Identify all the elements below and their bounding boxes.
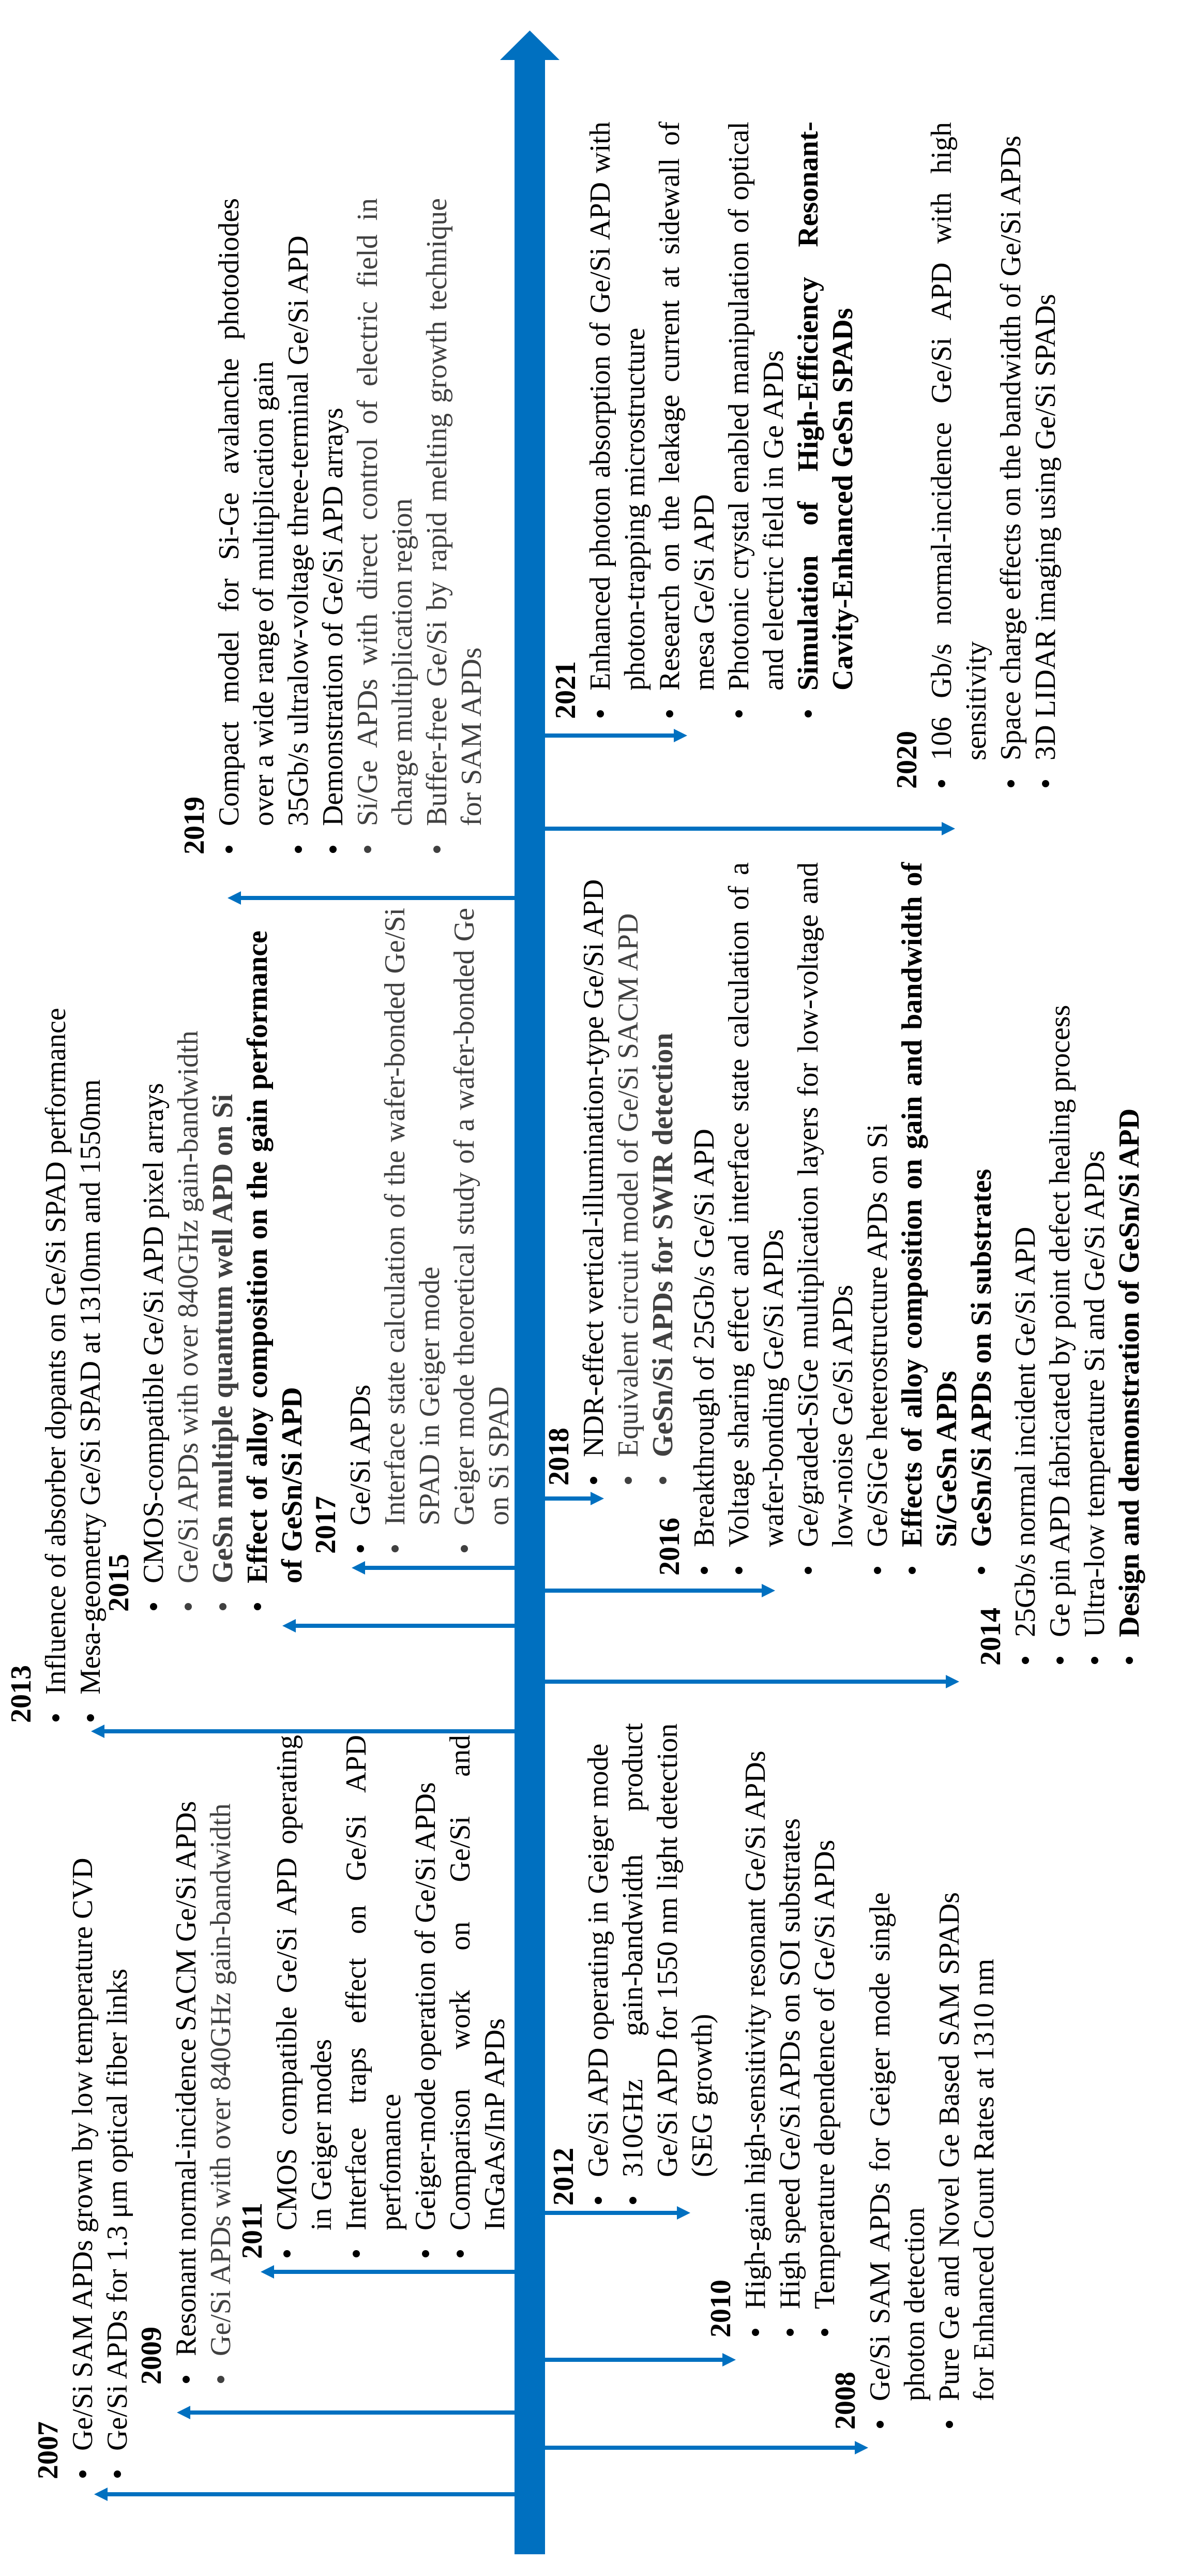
- item-text: NDR-effect vertical-illumination-type Ge/Si APD: [578, 879, 610, 1457]
- item-text: Ge/SiGe heterostructure APDs on Si: [861, 1124, 894, 1547]
- bullet-icon: [183, 2376, 190, 2383]
- item-text: perfomance: [375, 2093, 407, 2230]
- bullet-item: [581, 1723, 616, 2206]
- item-continuation: [826, 122, 860, 719]
- bullet-item: [773, 1714, 808, 2338]
- timeline-entry-2007: [31, 1830, 135, 2479]
- bullet-icon: [805, 1567, 812, 1574]
- bullet-item: [738, 1714, 773, 2338]
- item-text: Geiger mode theoretical study of a wafer-bonded Ge: [448, 908, 480, 1525]
- bullet-item: [39, 970, 73, 1723]
- item-text: in Geiger modes: [306, 2039, 338, 2230]
- timeline-entry-2020: [890, 122, 1063, 789]
- item-text: Breakthrough of 25Gb/s Ge/Si APD: [688, 1129, 720, 1547]
- branch-arrow-2019: [228, 891, 516, 905]
- item-continuation: [687, 122, 722, 719]
- bullet-icon: [433, 846, 441, 853]
- timeline-entry-2011: [235, 1735, 512, 2259]
- bullet-item: [137, 931, 171, 1612]
- timeline-entry-2010: [704, 1714, 842, 2338]
- item-text: GeSn multiple quantum well APD on Si: [207, 1094, 239, 1583]
- item-text: photon detection: [899, 2207, 931, 2401]
- bullet-item: [204, 1761, 238, 2385]
- year-label: 2018: [543, 1428, 575, 1486]
- bullet-item: [687, 862, 722, 1576]
- item-continuation: [930, 862, 964, 1576]
- branch-arrow-2009: [177, 2406, 516, 2419]
- item-continuation: [618, 122, 653, 719]
- item-text: Interface traps effect on Ge/Si APD: [340, 1735, 372, 2230]
- bullet-icon: [735, 1567, 743, 1574]
- item-text: Si/Ge APDs with direct control of electric field in: [352, 198, 384, 826]
- item-text: High-gain high-sensitivity resonant Ge/Si APDs: [739, 1750, 772, 2309]
- bullet-icon: [752, 2329, 759, 2336]
- item-text: Ge/Si SAM APDs for Geiger mode single: [864, 1892, 896, 2401]
- bullet-item: [932, 1892, 967, 2430]
- item-text: charge multiplication region: [386, 498, 418, 826]
- item-continuation: [385, 198, 420, 855]
- item-text: GeSn/Si APDs on Si substrates: [965, 1169, 997, 1547]
- bullet-icon: [590, 1477, 597, 1484]
- item-text: GeSn/Si APDs for SWIR detection: [647, 1032, 679, 1457]
- bullet-icon: [1022, 1657, 1029, 1664]
- item-text: Effects of alloy composition on gain and bandwidth of: [896, 862, 928, 1547]
- year-label: 2014: [975, 1608, 1007, 1666]
- item-text: 35Gb/s ultralow-voltage three-terminal Ge/Si APD: [282, 235, 314, 826]
- bullet-item: [270, 1735, 305, 2259]
- branch-arrow-2014: [543, 1675, 959, 1688]
- item-text: wafer-bonding Ge/Si APDs: [758, 1229, 790, 1547]
- bullet-item: [316, 198, 351, 855]
- bullet-item: [611, 862, 646, 1486]
- item-text: Ge/Si APDs with over 840GHz gain-bandwidth: [172, 1030, 204, 1583]
- bullet-item: [925, 122, 959, 789]
- bullet-icon: [876, 2421, 884, 2428]
- timeline-entry-2015: [102, 931, 310, 1612]
- bullet-item: [1029, 122, 1063, 789]
- branch-arrow-2015: [282, 1619, 516, 1633]
- item-text: on Si SPAD: [483, 1386, 515, 1525]
- year-label: 2010: [705, 2280, 737, 2338]
- timeline-entry-2008: [828, 1892, 1002, 2430]
- bullet-icon: [364, 846, 371, 853]
- item-text: Voltage sharing effect and interface state calculation of a: [723, 862, 755, 1547]
- bullet-icon: [254, 1603, 261, 1610]
- item-text: Ge/Si APD operating in Geiger mode: [582, 1743, 614, 2177]
- timeline-entry-2021: [549, 122, 860, 719]
- item-text: Mesa-geometry Ge/Si SPAD at 1310nm and 1550nm: [74, 1079, 107, 1695]
- branch-arrow-2011: [261, 2265, 516, 2279]
- item-text: Equivalent circuit model of Ge/Si SACM APD: [612, 913, 644, 1457]
- bullet-icon: [938, 780, 945, 787]
- bullet-icon: [461, 1545, 468, 1552]
- item-text: Space charge effects on the bandwidth of Ge/Si APDs: [995, 136, 1027, 760]
- item-text: SPAD in Geiger mode: [414, 1266, 446, 1525]
- item-text: 310GHz gain-bandwidth product: [617, 1723, 649, 2177]
- bullet-icon: [787, 2329, 794, 2336]
- item-continuation: [898, 1892, 932, 2430]
- bullet-icon: [295, 846, 302, 853]
- bullet-item: [791, 122, 826, 719]
- bullet-icon: [353, 2250, 360, 2257]
- bullet-item: [1078, 965, 1112, 1666]
- item-continuation: [413, 908, 447, 1554]
- year-label: 2020: [891, 731, 923, 789]
- item-continuation: [757, 862, 791, 1576]
- bullet-item: [994, 122, 1029, 789]
- bullet-item: [653, 122, 687, 719]
- bullet-item: [860, 862, 895, 1576]
- bullet-item: [447, 908, 482, 1554]
- item-continuation: [478, 1735, 512, 2259]
- bullet-icon: [946, 2421, 953, 2428]
- year-label: 2008: [829, 2372, 861, 2430]
- item-continuation: [482, 908, 517, 1554]
- item-text: Enhanced photon absorption of Ge/Si APD with: [584, 122, 616, 691]
- item-text: Ge/Si SAM APDs grown by low temperature CVD: [67, 1858, 99, 2451]
- bullet-item: [646, 862, 681, 1486]
- bullet-icon: [329, 846, 337, 853]
- year-label: 2017: [310, 1496, 342, 1554]
- bullet-item: [722, 122, 757, 719]
- year-label: 2016: [654, 1518, 686, 1576]
- bullet-item: [616, 1723, 651, 2206]
- item-continuation: [275, 931, 310, 1612]
- item-text: and electric field in Ge APDs: [758, 350, 790, 691]
- bullet-icon: [357, 1545, 364, 1552]
- item-continuation: [685, 1723, 720, 2206]
- timeline-entry-2012: [547, 1723, 720, 2206]
- bullet-icon: [805, 710, 812, 717]
- bullet-icon: [1126, 1657, 1133, 1664]
- bullet-item: [206, 931, 240, 1612]
- item-text: Ge/Si APDs with over 840GHz gain-bandwidth: [205, 1803, 237, 2356]
- item-text: 25Gb/s normal incident Ge/Si APD: [1009, 1226, 1041, 1637]
- year-label: 2019: [178, 797, 210, 855]
- item-text: for Enhanced Count Rates at 1310 nm: [968, 1958, 1000, 2401]
- bullet-icon: [629, 2197, 637, 2204]
- bullet-icon: [874, 1567, 881, 1574]
- branch-arrow-2017: [352, 1561, 516, 1575]
- year-label: 2011: [236, 2203, 268, 2259]
- item-text: Ultra-low temperature Si and Ge/Si APDs: [1079, 1150, 1111, 1637]
- timeline-entry-2013: [4, 970, 108, 1723]
- bullet-icon: [595, 2197, 602, 2204]
- bullet-item: [100, 1830, 135, 2479]
- item-continuation: [455, 198, 489, 855]
- bullet-icon: [625, 1477, 632, 1484]
- bullet-item: [1112, 965, 1147, 1666]
- timeline-entry-2016: [653, 862, 999, 1576]
- branch-arrow-2008: [543, 2441, 868, 2454]
- item-text: Photonic crystal enabled manipulation of optical: [723, 122, 755, 691]
- bullet-item: [212, 198, 247, 855]
- item-text: Si/GeSn APDs: [931, 1371, 963, 1547]
- bullet-item: [577, 862, 611, 1486]
- item-text: low-noise Ge/Si APDs: [827, 1284, 859, 1547]
- bullet-item: [863, 1892, 898, 2430]
- bullet-icon: [79, 2470, 86, 2478]
- item-text: for SAM APDs: [456, 647, 488, 826]
- bullet-item: [791, 862, 826, 1576]
- item-text: Ge/Si APDs: [344, 1384, 376, 1525]
- item-continuation: [967, 1892, 1002, 2430]
- bullet-item: [339, 1735, 374, 2259]
- item-text: Effect of alloy composition on the gain performance: [241, 931, 274, 1583]
- item-continuation: [757, 122, 791, 719]
- bullet-icon: [597, 710, 604, 717]
- bullet-item: [443, 1735, 478, 2259]
- bullet-icon: [909, 1567, 916, 1574]
- item-text: Research on the leakage current at sidewall of: [654, 122, 686, 691]
- item-continuation: [651, 1723, 685, 2206]
- timeline-entry-2014: [974, 965, 1147, 1666]
- year-label: 2015: [103, 1554, 135, 1612]
- bullet-icon: [114, 2470, 121, 2478]
- item-text: Ge/graded-SiGe multiplication layers for low-voltage and: [792, 862, 824, 1547]
- item-continuation: [826, 862, 860, 1576]
- item-text: 3D LIDAR imaging using Ge/Si SPADs: [1030, 294, 1062, 760]
- bullet-item: [378, 908, 413, 1554]
- year-label: 2021: [550, 661, 582, 719]
- bullet-icon: [422, 2250, 429, 2257]
- item-text: Geiger-mode operation of Ge/Si APDs: [410, 1782, 442, 2230]
- item-text: Influence of absorber dopants on Ge/Si SPAD performance: [40, 1008, 72, 1695]
- bullet-icon: [219, 1603, 226, 1610]
- item-text: Design and demonstration of GeSn/Si APD: [1113, 1108, 1145, 1637]
- item-text: Comparison work on Ge/Si and: [444, 1735, 476, 2230]
- bullet-item: [66, 1830, 100, 2479]
- bullet-item: [808, 1714, 842, 2338]
- item-text: Ge/Si APD for 1550 nm light detection: [652, 1723, 684, 2177]
- year-label: 2013: [5, 1665, 37, 1723]
- bullet-item: [171, 931, 206, 1612]
- bullet-icon: [185, 1603, 192, 1610]
- bullet-icon: [1042, 780, 1049, 787]
- item-text: Compact model for Si-Ge avalanche photodiodes: [213, 198, 245, 826]
- branch-arrow-2010: [543, 2353, 736, 2367]
- item-text: Ge pin APD fabricated by point defect healing process: [1044, 1005, 1076, 1637]
- item-text: Resonant normal-incidence SACM Ge/Si APDs: [170, 1801, 202, 2356]
- item-text: photon-trapping microstructure: [619, 327, 651, 691]
- item-text: Ge/Si APDs for 1.3 μm optical fiber links: [101, 1968, 133, 2451]
- item-text: 106 Gb/s normal-incidence Ge/Si APD with high: [926, 122, 958, 760]
- bullet-icon: [391, 1545, 399, 1552]
- bullet-item: [281, 198, 316, 855]
- item-text: Cavity-Enhanced GeSn SPADs: [827, 308, 859, 691]
- item-text: (SEG growth): [686, 2014, 718, 2177]
- bullet-icon: [978, 1567, 985, 1574]
- item-text: Interface state calculation of the wafer-bonded Ge/Si: [379, 908, 411, 1525]
- bullet-icon: [1056, 1657, 1064, 1664]
- item-text: High speed Ge/Si APDs on SOI substrates: [774, 1818, 806, 2309]
- bullet-item: [964, 862, 999, 1576]
- bullet-icon: [659, 1477, 667, 1484]
- item-continuation: [305, 1735, 339, 2259]
- bullet-icon: [52, 1714, 59, 1721]
- item-text: Temperature dependence of Ge/Si APDs: [809, 1839, 841, 2309]
- item-text: Simulation of High-Efficiency Resonant-: [792, 122, 824, 691]
- item-text: InGaAs/InP APDs: [479, 2018, 511, 2230]
- branch-arrow-2020: [543, 822, 955, 835]
- bullet-item: [343, 908, 378, 1554]
- bullet-item: [409, 1735, 443, 2259]
- item-text: Demonstration of Ge/Si APD arrays: [317, 408, 349, 826]
- item-text: Buffer-free Ge/Si by rapid melting growth technique: [421, 198, 453, 826]
- item-text: of GeSn/Si APD: [276, 1387, 308, 1583]
- year-label: 2012: [548, 2148, 580, 2206]
- item-text: sensitivity: [960, 641, 992, 760]
- timeline-entry-2019: [177, 198, 489, 855]
- bullet-icon: [821, 2329, 828, 2336]
- bullet-icon: [457, 2250, 464, 2257]
- branch-arrow-2016: [543, 1584, 775, 1597]
- item-continuation: [374, 1735, 409, 2259]
- bullet-icon: [1007, 780, 1015, 787]
- bullet-item: [1008, 965, 1043, 1666]
- bullet-item: [1043, 965, 1078, 1666]
- item-text: CMOS-compatible Ge/Si APD pixel arrays: [138, 1083, 170, 1583]
- bullet-item: [420, 198, 455, 855]
- branch-arrow-2007: [94, 2488, 516, 2501]
- bullet-icon: [1091, 1657, 1098, 1664]
- bullet-item: [351, 198, 385, 855]
- timeline-entry-2018: [542, 862, 681, 1486]
- item-text: Pure Ge and Novel Ge Based SAM SPADs: [933, 1892, 965, 2401]
- timeline-entry-2009: [134, 1761, 238, 2385]
- item-text: over a wide range of multiplication gain: [248, 361, 280, 826]
- bullet-item: [169, 1761, 204, 2385]
- bullet-icon: [150, 1603, 157, 1610]
- bullet-item: [583, 122, 618, 719]
- branch-arrow-2018: [543, 1492, 604, 1505]
- branch-arrow-2012: [543, 2206, 690, 2220]
- bullet-item: [240, 931, 275, 1612]
- bullet-icon: [701, 1567, 708, 1574]
- year-label: 2009: [135, 2327, 168, 2385]
- item-continuation: [959, 122, 994, 789]
- item-text: mesa Ge/Si APD: [688, 494, 720, 691]
- item-text: CMOS compatible Ge/Si APD operating: [271, 1735, 303, 2230]
- year-label: 2007: [32, 2421, 64, 2479]
- bullet-icon: [283, 2250, 291, 2257]
- branch-arrow-2021: [543, 729, 687, 742]
- bullet-icon: [666, 710, 673, 717]
- timeline-entry-2017: [309, 908, 517, 1554]
- bullet-item: [895, 862, 930, 1576]
- bullet-icon: [217, 2376, 224, 2383]
- bullet-icon: [735, 710, 743, 717]
- bullet-icon: [225, 846, 233, 853]
- bullet-item: [722, 862, 757, 1576]
- bullet-icon: [87, 1714, 94, 1721]
- item-continuation: [247, 198, 281, 855]
